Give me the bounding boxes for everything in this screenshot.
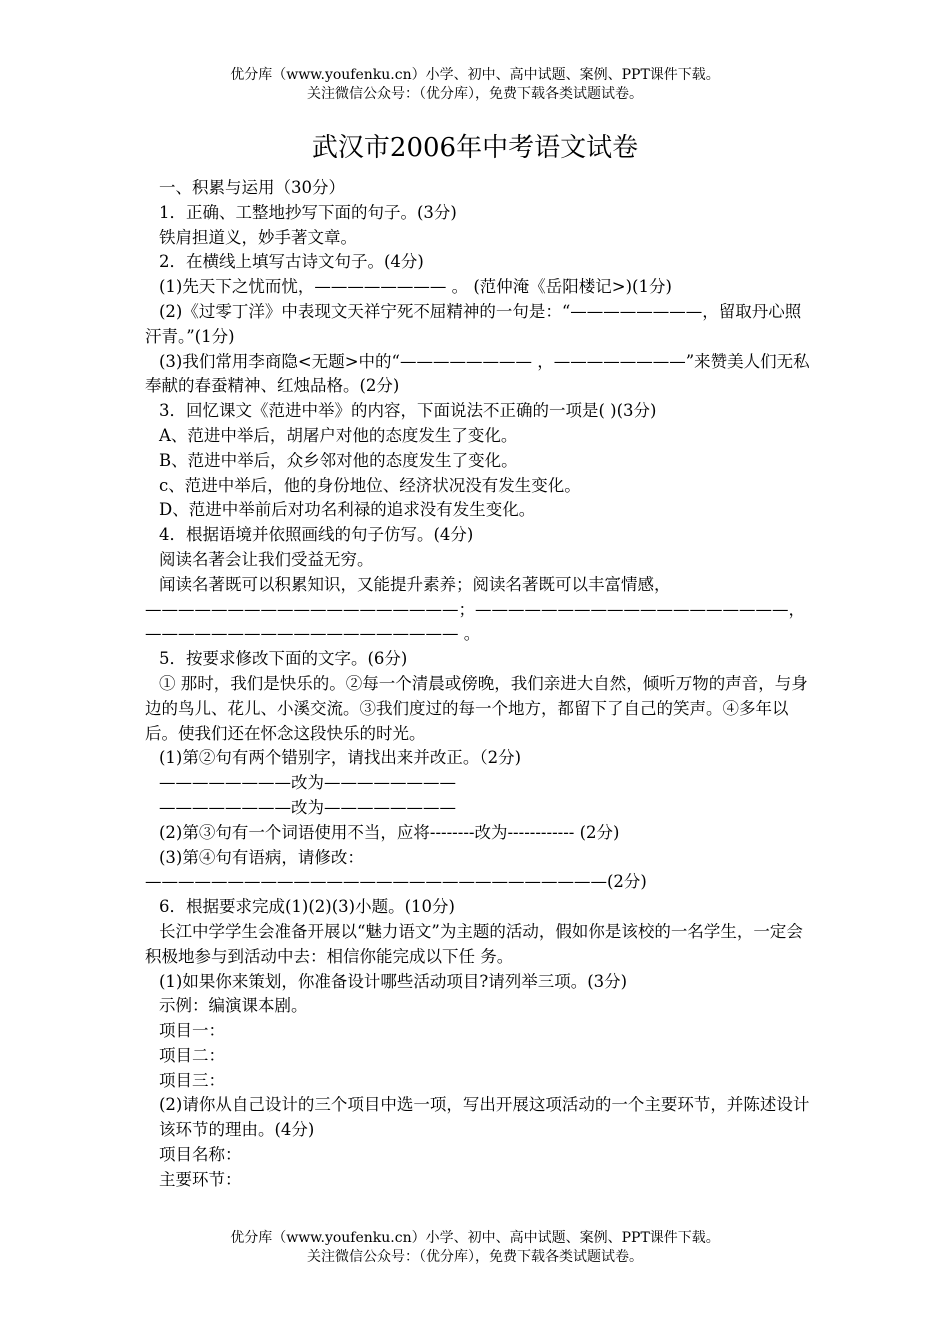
question-3-option-a: A、范进中举后，胡屠户对他的态度发生了变化。 (159, 425, 518, 445)
question-1-text: 铁肩担道义，妙手著文章。 (159, 227, 357, 247)
question-3-option-b: B、范进中举后，众乡邻对他的态度发生了变化。 (159, 450, 518, 470)
question-5-passage: ① 那时，我们是快乐的。②每一个清晨或傍晚，我们亲进大自然，倾听万物的声音，与身边的鸟儿、花儿、小溪交流。③我们度过的每一个地方，都留下了自己的笑声。④多年以后。使我们还在怀念这段快乐的时光。 (145, 673, 808, 743)
question-6-example: 示例：编演课本剧。 (159, 996, 308, 1016)
section-heading: 一、积累与运用（30分） (159, 178, 345, 197)
question-5-part-2: (2)第③句有一个词语使用不当，应将--------改为------------ (2分) (159, 822, 620, 842)
project-one-label: 项目一： (159, 1021, 225, 1041)
question-3-option-d: D、范进中举前后对功名利禄的追求没有发生变化。 (159, 500, 536, 520)
question-5-part-1: (1)第②句有两个错别字，请找出来并改正。（2分) (159, 748, 522, 768)
question-4: 4．根据语境并依照画线的句子仿写。(4分) (159, 525, 474, 545)
project-three-label: 项目三： (159, 1070, 225, 1090)
project-name-label: 项目名称： (159, 1145, 242, 1165)
main-step-label: 主要环节： (159, 1169, 242, 1189)
question-6-part-2: (2)请你从自己设计的三个项目中选一项，写出开展这项活动的一个主要环节，并陈述设计 (159, 1095, 810, 1115)
header-line-1: 优分库（www.youfenku.cn）小学、初中、高中试题、案例、PPT课件下载。 (230, 67, 720, 83)
footer-line-1: 优分库（www.youfenku.cn）小学、初中、高中试题、案例、PPT课件下载。 (230, 1230, 720, 1246)
question-1: 1．正确、工整地抄写下面的句子。(3分) (159, 202, 457, 222)
page-title: 武汉市2006年中考语文试卷 (311, 133, 639, 163)
page-header (0, 66, 950, 104)
question-5: 5．按要求修改下面的文字。(6分) (159, 649, 408, 669)
question-4-prompt: 阅读名著会让我们受益无穷。 (159, 549, 374, 569)
header-line-2: 关注微信公众号：（优分库），免费下载各类试题试卷。 (307, 86, 643, 102)
question-2-part-3: (3)我们常用李商隐<无题>中的“———————— ，————————”来赞美人们无私奉献的春蚕精神、红烛品格。(2分) (145, 351, 810, 396)
question-6: 6．根据要求完成(1)(2)(3)小题。(10分) (159, 897, 455, 917)
footer-line-2: 关注微信公众号：（优分库），免费下载各类试题试卷。 (307, 1249, 643, 1265)
exam-body (145, 176, 811, 1193)
question-6-part-2-cont: 该环节的理由。(4分) (159, 1120, 315, 1140)
question-4-blanks: 闻读名著既可以积累知识，又能提升素养；阅读名著既可以丰富情感，———————————————————；———————————————————，——————————————————— 。 (145, 574, 805, 644)
question-2-part-2: (2)《过零丁洋》中表现文天祥宁死不屈精神的一句是：“————————，留取丹心照汗青。”(1分) (145, 301, 802, 346)
project-two-label: 项目二： (159, 1045, 225, 1065)
question-3: 3．回忆课文《范进中举》的内容，下面说法不正确的一项是( )(3分) (159, 401, 657, 421)
question-3-option-c: c、范进中举后，他的身份地位、经济状况没有发生变化。 (159, 475, 581, 495)
question-6-part-1: (1)如果你来策划，你准备设计哪些活动项目?请列举三项。(3分) (159, 971, 628, 991)
question-6-context: 长江中学学生会准备开展以“魅力语文”为主题的活动，假如你是该校的一名学生，一定会 积极地参与到活动中去：相信你能完成以下任 务。 (145, 921, 809, 966)
question-5-part-3: (3)第④句有语病，请修改：————————————————————————————(2分) (145, 847, 647, 892)
question-2-part-1: (1)先天下之忧而忧，———————— 。 (范仲淹《岳阳楼记>)(1分) (159, 277, 672, 297)
question-2: 2．在横线上填写古诗文句子。(4分) (159, 252, 424, 272)
page-footer (0, 1229, 950, 1267)
question-5-answer-line: ————————改为———————— (159, 797, 456, 817)
question-5-answer-line: ————————改为———————— (159, 773, 456, 793)
